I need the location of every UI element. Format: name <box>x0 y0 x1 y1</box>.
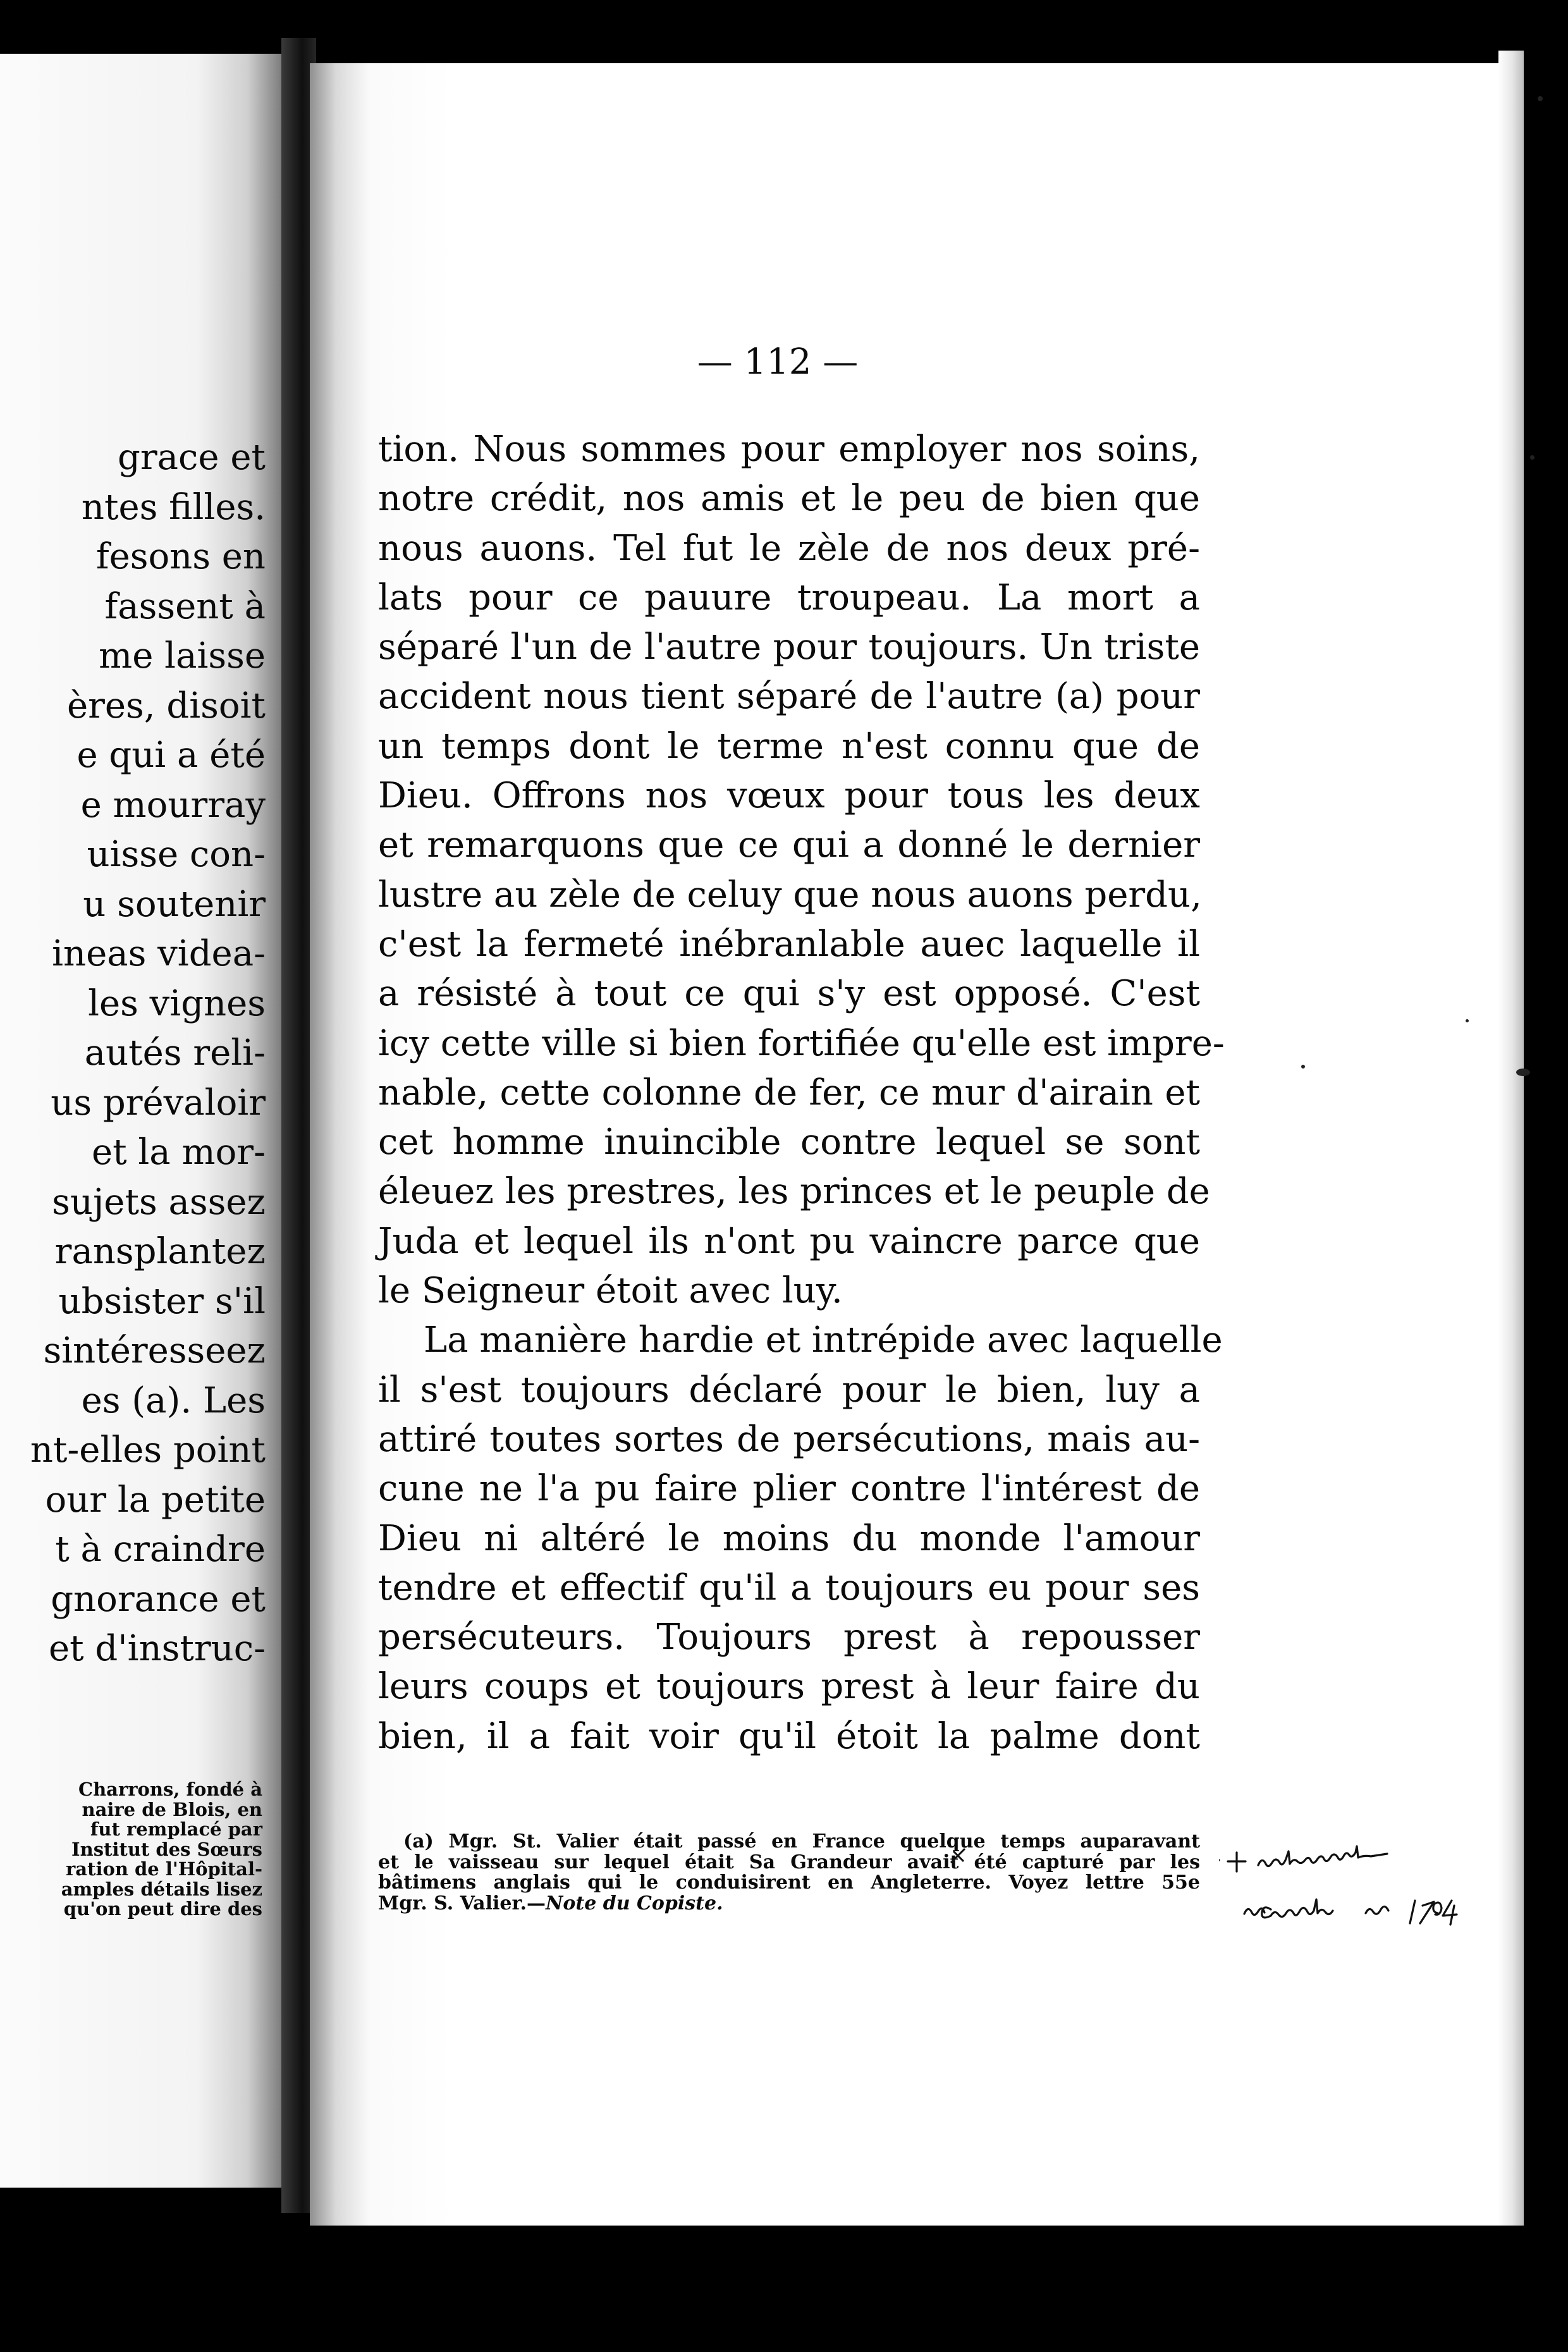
body-text-line: Dieu. Offrons nos vœux pour tous les deux <box>378 775 1200 817</box>
print-speck <box>1538 96 1543 101</box>
footnote-line <box>378 1894 1200 1914</box>
body-text-line: Dieu ni altéré le moins du monde l'amour <box>378 1517 1200 1559</box>
previous-page-line: autés reli- <box>84 1032 266 1074</box>
previous-page-line: e mourray <box>80 784 266 826</box>
footnote-attribution-start: Mgr. S. Valier.— <box>378 1892 546 1914</box>
print-speck <box>1466 1019 1469 1022</box>
body-text-line: un temps dont le terme n'est connu que de <box>378 725 1200 767</box>
footnote-line: (a) Mgr. St. Valier était passé en France quelque temps auparavant <box>403 1830 1200 1853</box>
print-speck <box>1516 1069 1530 1076</box>
body-text-line: tendre et effectif qu'il a toujours eu pour ses <box>378 1567 1200 1608</box>
body-text-line: Juda et lequel ils n'ont pu vaincre parce que <box>378 1220 1200 1262</box>
previous-page-footnote-line: naire de Blois, en <box>82 1798 262 1820</box>
body-text-line: lats pour ce pauure troupeau. La mort a <box>378 577 1200 618</box>
body-text-line: il s'est toujours déclaré pour le bien, luy a <box>378 1369 1200 1411</box>
previous-page-line: ères, disoit <box>66 685 266 726</box>
previous-page-line: les vignes <box>88 983 266 1024</box>
previous-page-footnote-line: ration de l'Hôpital- <box>66 1858 262 1880</box>
body-text-line: nous auons. Tel fut le zèle de nos deux pré- <box>378 527 1200 569</box>
previous-page-line: gnorance et <box>51 1578 266 1620</box>
footnote-attribution-italic: Note du Copiste. <box>545 1892 723 1914</box>
insertion-mark <box>947 1845 969 1870</box>
previous-page-line: ransplantez <box>54 1231 266 1272</box>
previous-page-text <box>0 433 266 1674</box>
body-text-line: a résisté à tout ce qui s'y est opposé. C'est <box>378 973 1200 1015</box>
body-text-line: le Seigneur étoit avec luy. <box>378 1270 843 1312</box>
previous-page-footnote-line: Institut des Sœurs <box>71 1838 262 1860</box>
body-text-line: accident nous tient séparé de l'autre (a) pour <box>378 676 1200 718</box>
handwriting-drawing <box>1219 1835 1491 1942</box>
previous-page-line: me laisse <box>99 635 266 677</box>
page-body-text <box>378 425 1225 1761</box>
previous-page-footnotes <box>0 1780 262 1920</box>
previous-page-line: fesons en <box>95 536 266 577</box>
body-text-line: et remarquons que ce qui a donné le dernier <box>378 824 1200 866</box>
previous-page-line: sintéresseez <box>43 1330 266 1371</box>
body-text-line: séparé l'un de l'autre pour toujours. Un triste <box>378 627 1200 668</box>
previous-page-line: ntes filles. <box>81 486 266 528</box>
body-text-line: nable, cette colonne de fer, ce mur d'airain et <box>378 1072 1200 1113</box>
previous-page-footnote-line: Charrons, fondé à <box>78 1779 262 1800</box>
body-text-line: cune ne l'a pu faire plier contre l'intérest de <box>378 1468 1200 1510</box>
previous-page-line: ubsister s'il <box>58 1280 266 1322</box>
body-text-line: La manière hardie et intrépide avec laquelle <box>424 1320 1223 1361</box>
body-text-line: persécuteurs. Toujours prest à repousser <box>378 1617 1200 1658</box>
body-text-line: lustre au zèle de celuy que nous auons perdu, <box>378 874 1202 916</box>
previous-page-footnote-line: qu'on peut dire des <box>63 1898 262 1920</box>
previous-page-line: ineas videa- <box>52 933 266 974</box>
previous-page-line: fassent à <box>104 585 266 627</box>
body-text-line: bien, il a fait voir qu'il étoit la palme dont <box>378 1715 1200 1757</box>
previous-page-line: us prévaloir <box>51 1082 266 1124</box>
previous-page-line: grace et <box>118 437 266 478</box>
previous-page-line: et d'instruc- <box>48 1628 266 1669</box>
previous-page-line: our la petite <box>45 1479 266 1521</box>
previous-page-line: u soutenir <box>83 883 266 925</box>
body-text-line: notre crédit, nos amis et le peu de bien que <box>378 478 1200 520</box>
previous-page-line: uisse con- <box>87 834 266 875</box>
page-edge <box>1498 51 1524 2226</box>
body-text-line: tion. Nous sommes pour employer nos soins, <box>378 429 1200 470</box>
footnote-line: bâtimens anglais qui le conduisirent en Angleterre. Voyez lettre 55e <box>378 1871 1200 1894</box>
body-text-line: leurs coups et toujours prest à leur faire du <box>378 1666 1200 1708</box>
previous-page-line: es (a). Les <box>81 1380 266 1421</box>
body-text-line: c'est la fermeté inébranlable auec laquelle il <box>378 923 1200 965</box>
previous-page-footnote-line: amples détails lisez <box>61 1878 262 1900</box>
footnote <box>378 1832 1200 1914</box>
print-speck <box>1301 1065 1305 1069</box>
body-text-line: éleuez les prestres, les princes et le peuple de <box>378 1171 1210 1213</box>
body-text-line: attiré toutes sortes de persécutions, mais au- <box>378 1418 1200 1460</box>
previous-page-line: t à craindre <box>55 1529 266 1570</box>
previous-page-line: e qui a été <box>77 735 266 776</box>
body-text-line: icy cette ville si bien fortifiée qu'elle est impre- <box>378 1022 1225 1064</box>
previous-page-fragment <box>0 54 281 2188</box>
body-text-line: cet homme inuincible contre lequel se sont <box>378 1122 1200 1163</box>
previous-page-line: nt-elles point <box>30 1430 266 1471</box>
footnote-line: et le vaisseau sur lequel était Sa Grandeur avait été capturé par les <box>378 1851 1200 1873</box>
previous-page-line: et la mor- <box>91 1132 266 1173</box>
previous-page-footnote-line: fut remplacé par <box>90 1818 262 1840</box>
handwritten-marginal-note <box>1219 1835 1491 1942</box>
previous-page-line: sujets assez <box>52 1181 266 1223</box>
print-speck <box>1530 455 1534 460</box>
page-number: — 112 — <box>697 341 859 383</box>
